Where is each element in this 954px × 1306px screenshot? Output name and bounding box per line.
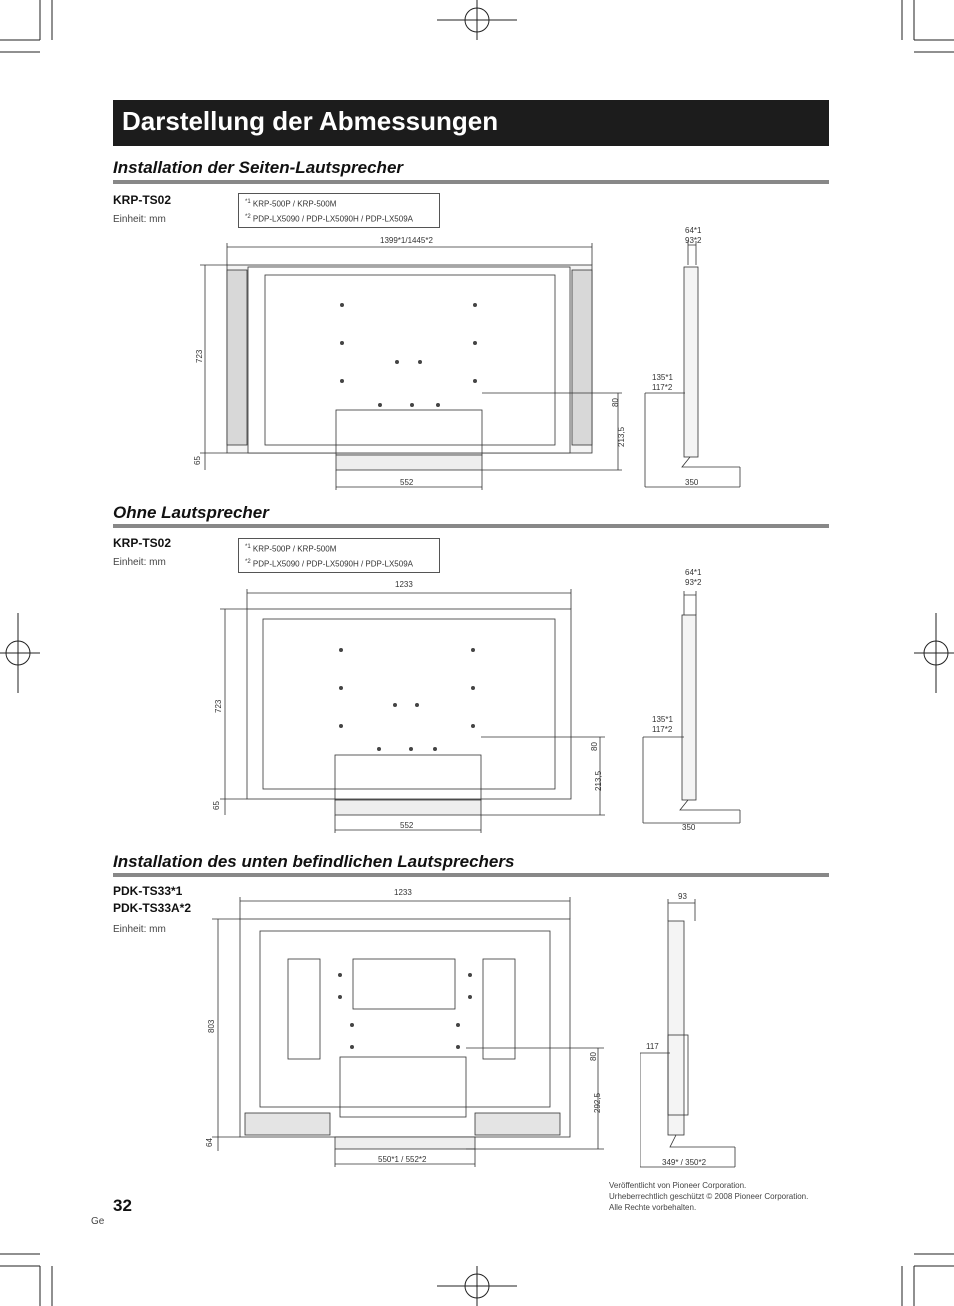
page-number: 32 (113, 1196, 132, 1215)
dim-292: 292,5 (593, 1092, 602, 1113)
dim-depth-base: 349* / 350*2 (662, 1158, 707, 1167)
unit-label: Einheit: mm (113, 214, 166, 225)
unit-label: Einheit: mm (113, 557, 166, 568)
section-divider (113, 180, 829, 184)
dim-depth-top: 93 (678, 892, 687, 901)
dim-depth-mid: 117 (646, 1042, 659, 1051)
footer-line: Urheberrechtlich geschützt © 2008 Pioneer Corporation. (609, 1192, 809, 1201)
footer-line: Alle Rechte vorbehalten. (609, 1203, 697, 1212)
dim-80: 80 (590, 742, 599, 751)
model-label: KRP-TS02 (113, 536, 172, 550)
dim-213: 213,5 (617, 426, 626, 447)
dim-80: 80 (589, 1052, 598, 1061)
dim-depth-mid: 135*1 (652, 715, 673, 724)
drawing-front-no-speakers (205, 575, 610, 840)
model-note-box (238, 193, 440, 228)
dim-80: 80 (611, 398, 620, 407)
dim-height: 723 (195, 349, 204, 363)
dim-stand-width: 552 (400, 821, 414, 830)
dim-depth-top2: 93*2 (685, 236, 702, 245)
dim-width: 1399*1/1445*2 (380, 236, 433, 245)
section-title: Installation der Seiten-Lautsprecher (113, 158, 404, 177)
drawing-side-no-speakers (640, 565, 750, 835)
dim-height: 803 (207, 1019, 216, 1033)
dim-213: 213,5 (594, 770, 603, 791)
dim-depth-mid2: 117*2 (652, 383, 673, 392)
unit-label: Einheit: mm (113, 924, 166, 935)
section-divider (113, 873, 829, 877)
section-title: Installation des unten befindlichen Lautsprechers (113, 852, 515, 871)
dim-width: 1233 (395, 580, 413, 589)
model-label: PDK-TS33*1 (113, 884, 183, 898)
section-divider (113, 524, 829, 528)
drawing-front-bottom-speaker (200, 885, 610, 1175)
dim-depth-top2: 93*2 (685, 578, 702, 587)
dim-depth-base: 350 (685, 478, 699, 487)
drawing-front-with-speakers (190, 225, 630, 495)
model-label-2: PDK-TS33A*2 (113, 901, 192, 915)
note-line: $^{*1}$ KRP-500P / KRP-500M (245, 544, 337, 554)
dim-stand-width: 550*1 / 552*2 (378, 1155, 427, 1164)
page-title-bar (113, 100, 829, 146)
dim-base-height: 64 (205, 1138, 214, 1147)
note-line: $^{*1}$ KRP-500P / KRP-500M (245, 199, 337, 209)
footer-line: Veröffentlicht von Pioneer Corporation. (609, 1181, 747, 1190)
dim-height: 723 (214, 699, 223, 713)
publisher-note (609, 1180, 808, 1213)
dim-stand-width: 552 (400, 478, 414, 487)
dim-base-height: 65 (212, 801, 221, 810)
dim-depth-top: 64*1 (685, 226, 702, 235)
note-line: $^{*2}$ PDP-LX5090 / PDP-LX5090H / PDP-LX509A (245, 558, 413, 569)
dim-base-height: 65 (193, 456, 202, 465)
drawing-side-bottom-speaker (640, 885, 750, 1175)
model-note-box (238, 538, 440, 573)
dim-width: 1233 (394, 888, 412, 897)
drawing-side-with-speakers (640, 225, 750, 495)
dim-depth-base: 350 (682, 823, 696, 832)
page-language: Ge (91, 1216, 105, 1227)
dim-depth-mid: 135*1 (652, 373, 673, 382)
page-title: Darstellung der Abmessungen (122, 106, 499, 136)
note-line: $^{*2}$ PDP-LX5090 / PDP-LX5090H / PDP-LX509A (245, 213, 413, 224)
dim-depth-mid2: 117*2 (652, 725, 673, 734)
dim-depth-top: 64*1 (685, 568, 702, 577)
model-label: KRP-TS02 (113, 193, 172, 207)
section-title: Ohne Lautsprecher (113, 503, 269, 522)
